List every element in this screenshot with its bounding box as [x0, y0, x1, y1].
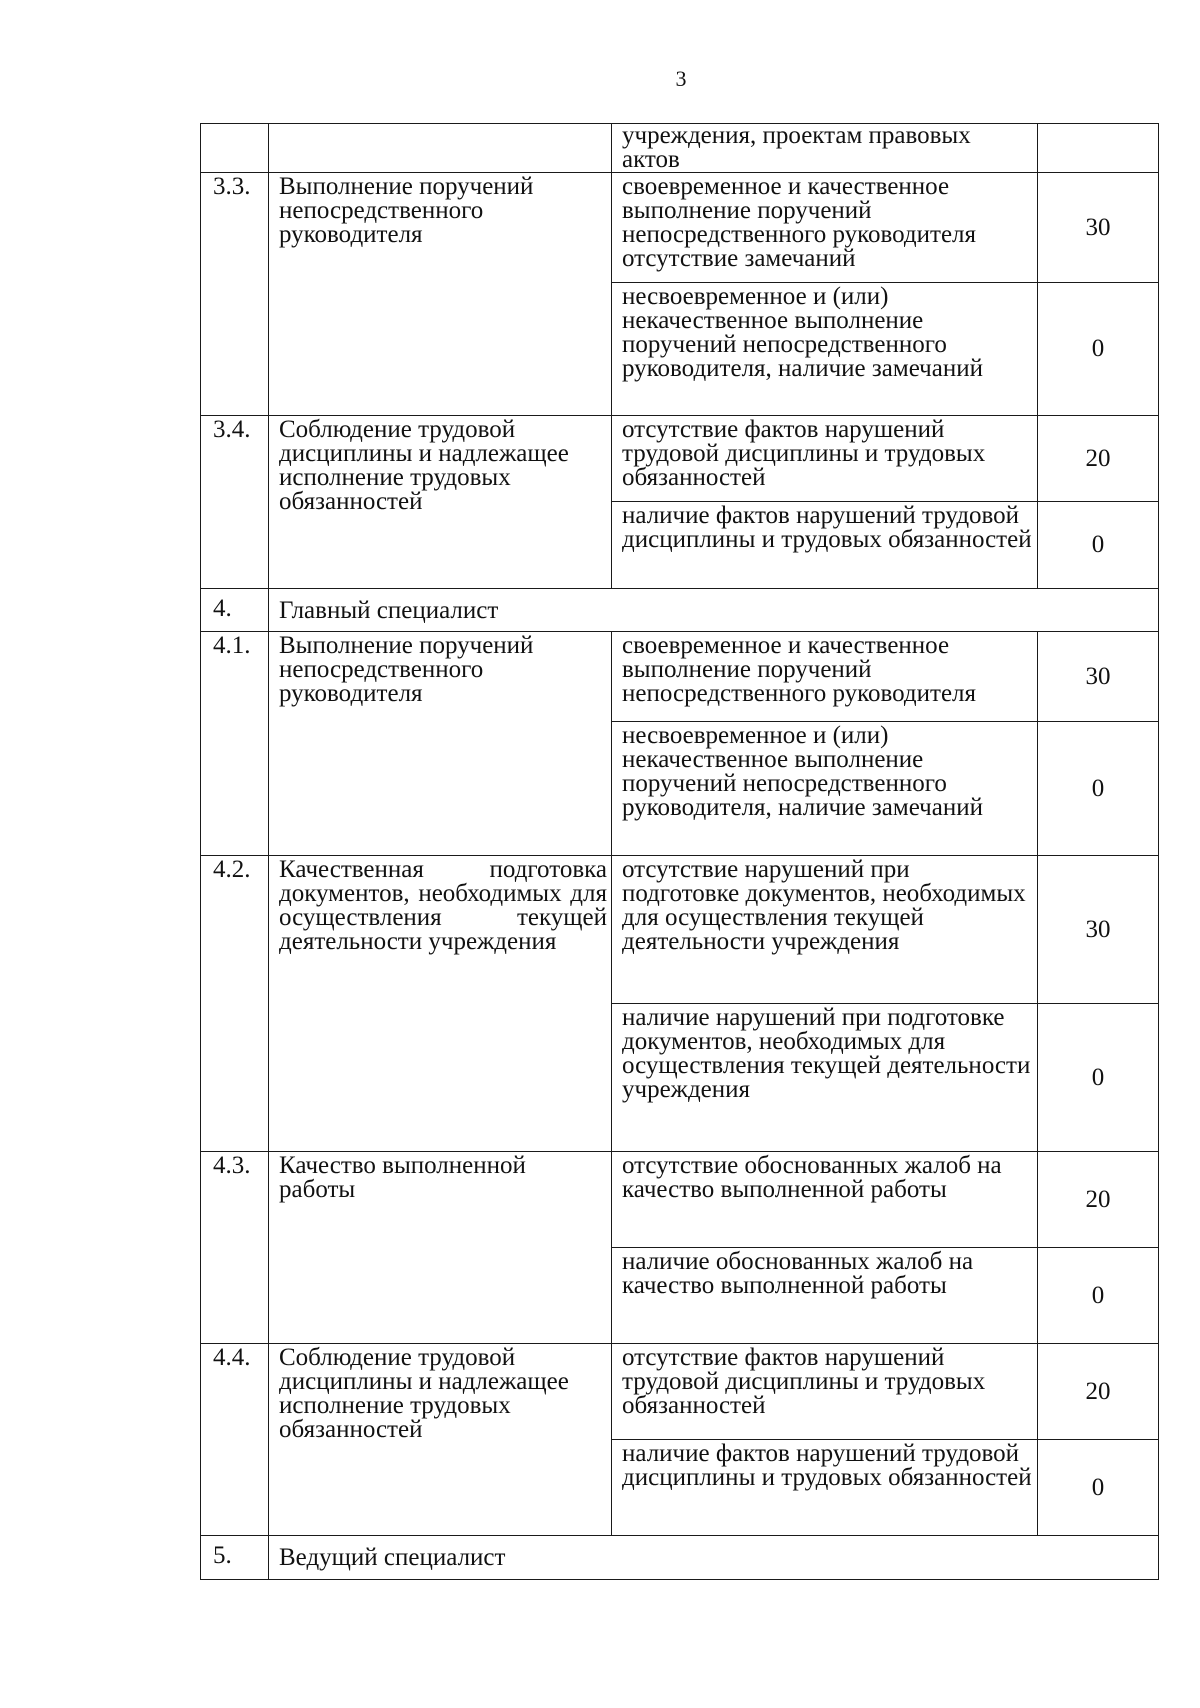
indicator-cell	[269, 124, 612, 173]
section-number: 5.	[201, 1536, 269, 1580]
item-number: 4.1.	[201, 632, 269, 856]
points-cell: 30	[1038, 856, 1159, 1004]
criterion-cell: несвоевременное и (или) некачественное выполнение поручений непосредственного руководителя, наличие замечаний	[612, 283, 1038, 416]
criterion-cell: отсутствие фактов нарушений трудовой дисциплины и трудовых обязанностей	[612, 416, 1038, 502]
criterion-cell: наличие фактов нарушений трудовой дисциплины и трудовых обязанностей	[612, 1440, 1038, 1536]
item-number: 3.3.	[201, 173, 269, 416]
indicator-cell: Качество выполненной работы	[269, 1152, 612, 1344]
points-cell: 0	[1038, 1440, 1159, 1536]
points-cell: 0	[1038, 283, 1159, 416]
indicator-cell: Соблюдение трудовой дисциплины и надлежащее исполнение трудовых обязанностей	[269, 416, 612, 589]
points-cell: 0	[1038, 502, 1159, 589]
table-row	[201, 124, 1159, 173]
points-cell: 30	[1038, 173, 1159, 283]
section-row	[201, 589, 1159, 632]
points-cell: 0	[1038, 1004, 1159, 1152]
item-number: 3.4.	[201, 416, 269, 589]
criteria-table	[200, 123, 1159, 1580]
section-number: 4.	[201, 589, 269, 632]
table-row	[201, 632, 1159, 722]
criterion-cell: отсутствие нарушений при подготовке документов, необходимых для осуществления текущей деятельности учреждения	[612, 856, 1038, 1004]
criterion-cell: наличие фактов нарушений трудовой дисциплины и трудовых обязанностей	[612, 502, 1038, 589]
section-title: Главный специалист	[269, 589, 1159, 632]
points-cell: 20	[1038, 1344, 1159, 1440]
criterion-cell: отсутствие обоснованных жалоб на качество выполненной работы	[612, 1152, 1038, 1248]
table-row	[201, 1344, 1159, 1440]
criterion-cell: учреждения, проектам правовых актов	[612, 124, 1038, 173]
points-cell: 20	[1038, 416, 1159, 502]
criterion-cell: несвоевременное и (или) некачественное выполнение поручений непосредственного руководителя, наличие замечаний	[612, 722, 1038, 856]
table-row	[201, 416, 1159, 502]
page-number: 3	[675, 66, 687, 91]
points-cell	[1038, 124, 1159, 173]
item-number: 4.2.	[201, 856, 269, 1152]
points-cell: 0	[1038, 1248, 1159, 1344]
indicator-cell: Выполнение поручений непосредственного руководителя	[269, 173, 612, 416]
section-row	[201, 1536, 1159, 1580]
table-row	[201, 1152, 1159, 1248]
points-cell: 20	[1038, 1152, 1159, 1248]
indicator-cell: Соблюдение трудовой дисциплины и надлежащее исполнение трудовых обязанностей	[269, 1344, 612, 1536]
criterion-cell: своевременное и качественное выполнение поручений непосредственного руководителя	[612, 632, 1038, 722]
criterion-cell: своевременное и качественное выполнение поручений непосредственного руководителя отсутствие замечаний	[612, 173, 1038, 283]
number-cell	[201, 124, 269, 173]
criterion-cell: наличие обоснованных жалоб на качество выполненной работы	[612, 1248, 1038, 1344]
criterion-cell: наличие нарушений при подготовке документов, необходимых для осуществления текущей деятельности учреждения	[612, 1004, 1038, 1152]
points-cell: 30	[1038, 632, 1159, 722]
section-title: Ведущий специалист	[269, 1536, 1159, 1580]
table-row	[201, 173, 1159, 283]
table-row	[201, 856, 1159, 1004]
item-number: 4.3.	[201, 1152, 269, 1344]
item-number: 4.4.	[201, 1344, 269, 1536]
indicator-cell: Выполнение поручений непосредственного руководителя	[269, 632, 612, 856]
criterion-cell: отсутствие фактов нарушений трудовой дисциплины и трудовых обязанностей	[612, 1344, 1038, 1440]
points-cell: 0	[1038, 722, 1159, 856]
indicator-cell: Качественная подготовка документов, необходимых для осуществления текущей деятельности учреждения	[269, 856, 612, 1152]
